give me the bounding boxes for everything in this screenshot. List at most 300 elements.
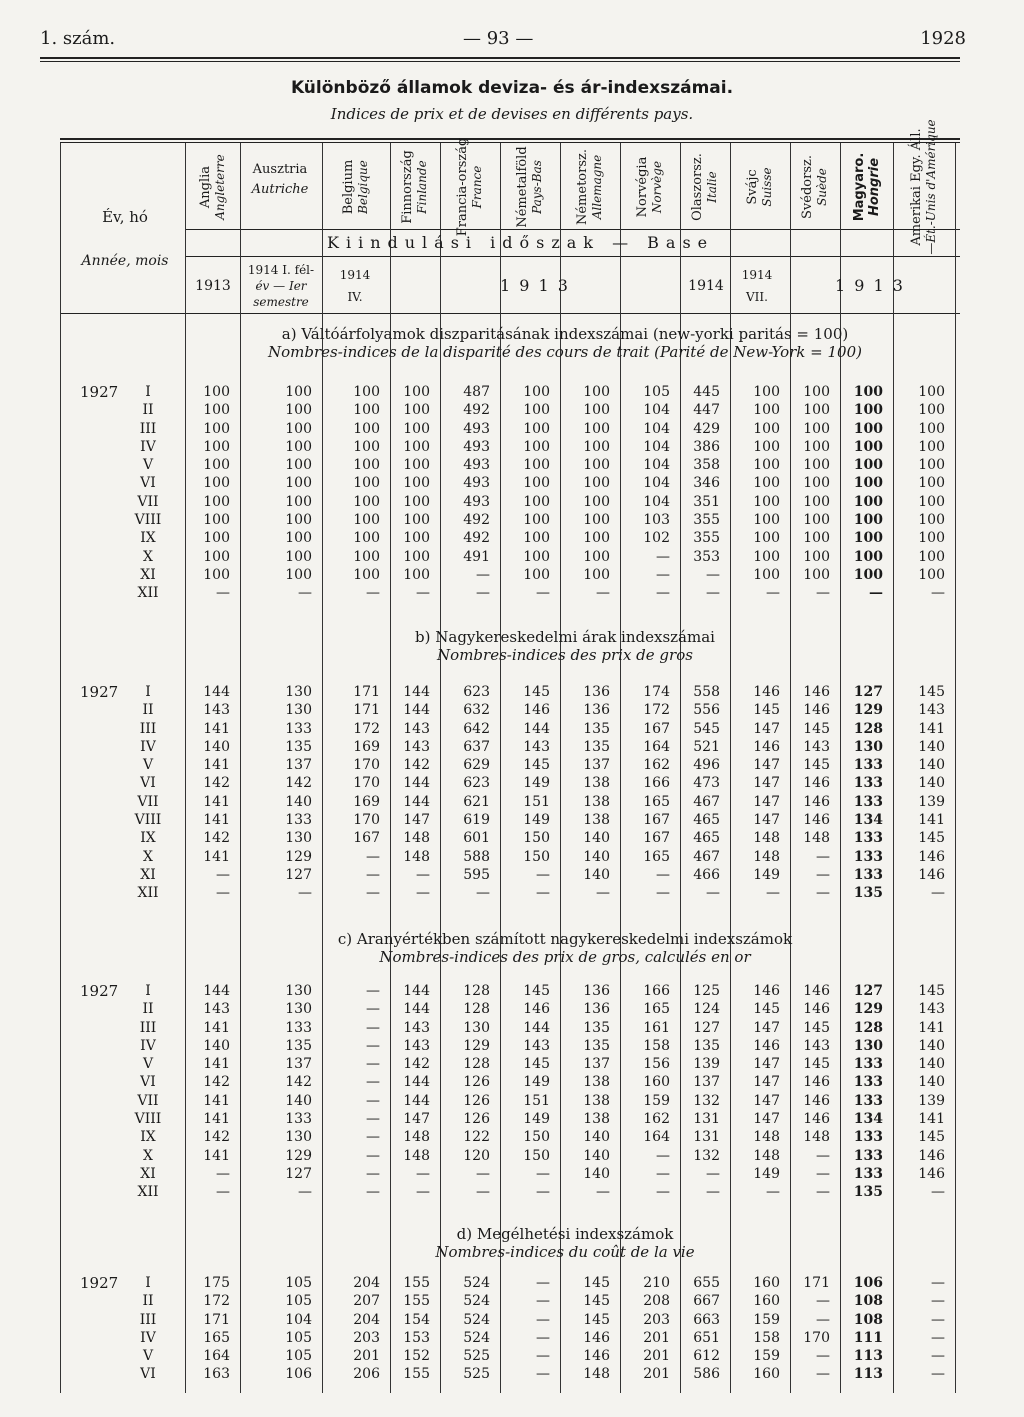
table-cell: 145	[918, 983, 945, 999]
table-cell: 100	[918, 438, 945, 455]
data-column	[620, 683, 675, 903]
table-cell: 487	[463, 384, 490, 400]
table-cell: 128	[463, 983, 490, 999]
column-rule	[60, 143, 61, 1393]
table-cell: 135	[285, 738, 312, 755]
table-cell: 100	[285, 384, 312, 400]
table-cell: 465	[693, 812, 720, 829]
table-cell: 160	[753, 1293, 780, 1310]
table-cell: 145	[583, 1311, 610, 1328]
row-header	[66, 195, 184, 283]
table-cell: 148	[403, 848, 430, 865]
data-column	[390, 383, 435, 603]
column-header-hu: Finnország	[400, 150, 415, 224]
table-cell: 524	[463, 1329, 490, 1346]
table-cell: 164	[643, 1129, 670, 1146]
table-cell: 133	[853, 775, 883, 792]
table-cell: 155	[403, 1293, 430, 1310]
data-column	[500, 1274, 555, 1384]
table-cell: 140	[918, 1074, 945, 1091]
table-cell: 148	[803, 830, 830, 847]
table-cell: 104	[285, 1311, 312, 1328]
table-cell: 140	[203, 1037, 230, 1054]
data-column	[322, 383, 385, 603]
month-label: VI	[140, 775, 156, 792]
table-cell: 127	[693, 1019, 720, 1036]
table-cell: 100	[918, 475, 945, 492]
data-column	[560, 982, 615, 1202]
table-cell: 170	[353, 757, 380, 774]
table-cell: 146	[918, 1165, 945, 1182]
table-cell: —	[656, 1147, 670, 1164]
table-top-rule	[60, 138, 960, 140]
table-cell: 142	[203, 1074, 230, 1091]
month-label: XI	[140, 1165, 156, 1182]
data-column	[185, 982, 235, 1202]
table-cell: —	[366, 1056, 380, 1073]
table-cell: 150	[523, 1147, 550, 1164]
section-title-fr: Nombres-indices des prix de gros, calculés en or	[379, 948, 751, 966]
table-cell: 147	[753, 1092, 780, 1109]
table-cell: —	[766, 1184, 780, 1201]
table-cell: —	[366, 885, 380, 902]
table-cell: 174	[643, 684, 670, 700]
table-cell: —	[366, 1092, 380, 1109]
table-cell: 147	[403, 1111, 430, 1128]
table-cell: 133	[853, 848, 883, 865]
data-column	[560, 383, 615, 603]
table-cell: 100	[353, 420, 380, 437]
month-label: VI	[140, 475, 156, 492]
table-cell: 100	[918, 420, 945, 437]
table-cell: 146	[583, 1329, 610, 1346]
column-rule	[955, 143, 956, 1393]
table-cell: 129	[463, 1037, 490, 1054]
table-cell: 100	[583, 384, 610, 400]
table-cell: 100	[753, 384, 780, 400]
table-cell: —	[656, 1184, 670, 1201]
column-header-hu: Francia-ország	[455, 137, 470, 237]
table-cell: 148	[403, 830, 430, 847]
table-cell: 100	[403, 438, 430, 455]
table-cell: 133	[285, 1111, 312, 1128]
table-cell: 151	[523, 793, 550, 810]
data-column	[185, 683, 235, 903]
table-cell: 140	[583, 848, 610, 865]
table-cell: 147	[753, 812, 780, 829]
table-cell: —	[931, 1329, 945, 1346]
table-cell: 146	[583, 1348, 610, 1365]
table-cell: 133	[853, 830, 883, 847]
table-cell: —	[706, 1165, 720, 1182]
column-header-6	[500, 148, 560, 226]
month-label: IV	[140, 438, 156, 455]
table-cell: 144	[403, 1092, 430, 1109]
table-cell: 637	[463, 738, 490, 755]
table-cell: —	[536, 1293, 550, 1310]
table-cell: 140	[918, 1037, 945, 1054]
table-cell: 104	[643, 493, 670, 510]
table-cell: 100	[403, 512, 430, 529]
table-cell: —	[366, 1184, 380, 1201]
table-cell: 145	[753, 702, 780, 719]
table-cell: 137	[285, 757, 312, 774]
table-cell: 138	[583, 1092, 610, 1109]
table-cell: 100	[523, 384, 550, 400]
table-cell: 146	[803, 702, 830, 719]
month-label: V	[142, 757, 154, 774]
column-header-9	[680, 148, 730, 226]
table-cell: —	[536, 1366, 550, 1383]
table-cell: 208	[643, 1293, 670, 1310]
table-cell: 106	[853, 1275, 883, 1291]
table-cell: 132	[693, 1147, 720, 1164]
table-cell: 146	[803, 1111, 830, 1128]
table-cell: 164	[643, 738, 670, 755]
table-cell: 623	[463, 775, 490, 792]
table-cell: 135	[693, 1037, 720, 1054]
page-subtitle: Indices de prix et de devises en différents pays.	[330, 105, 694, 123]
data-column	[240, 683, 317, 903]
table-cell: 140	[583, 1147, 610, 1164]
base-group-1913: 1 9 1 3	[500, 276, 570, 295]
table-cell: 159	[643, 1092, 670, 1109]
table-cell: 496	[693, 757, 720, 774]
column-header-fr: Finlande	[415, 160, 429, 214]
table-cell: 130	[285, 983, 312, 999]
table-cell: 100	[203, 512, 230, 529]
table-cell: 100	[803, 402, 830, 419]
table-cell: —	[366, 1001, 380, 1018]
table-cell: 146	[918, 866, 945, 883]
table-cell: 100	[353, 530, 380, 547]
table-cell: 144	[523, 1019, 550, 1036]
table-cell: 346	[693, 475, 720, 492]
table-cell: 138	[583, 812, 610, 829]
running-header	[0, 28, 1024, 58]
table-cell: —	[816, 885, 830, 902]
table-cell: 492	[463, 402, 490, 419]
table-cell: 170	[353, 775, 380, 792]
month-label: IX	[140, 530, 156, 547]
table-cell: 667	[693, 1293, 720, 1310]
table-cell: 143	[403, 1037, 430, 1054]
table-cell: 165	[643, 793, 670, 810]
table-cell: 127	[285, 866, 312, 883]
table-cell: —	[216, 885, 230, 902]
table-cell: 105	[285, 1329, 312, 1346]
table-cell: 155	[403, 1275, 430, 1291]
column-header-1	[185, 148, 240, 226]
table-cell: 131	[693, 1129, 720, 1146]
table-cell: 100	[583, 566, 610, 583]
month-label: XI	[140, 566, 156, 583]
table-cell: 137	[285, 1056, 312, 1073]
data-column	[240, 982, 317, 1202]
data-column	[560, 683, 615, 903]
table-cell: 100	[853, 402, 883, 419]
month-label: II	[142, 702, 154, 719]
table-cell: 100	[583, 512, 610, 529]
table-cell: 467	[693, 793, 720, 810]
column-header-hu: Németorsz.	[575, 148, 590, 226]
table-cell: 201	[353, 1348, 380, 1365]
column-header-fr: Norvège	[650, 160, 664, 214]
table-cell: —	[366, 1129, 380, 1146]
table-cell: 130	[285, 1001, 312, 1018]
table-cell: —	[766, 885, 780, 902]
table-cell: 143	[523, 1037, 550, 1054]
table-cell: 139	[693, 1056, 720, 1073]
table-cell: 588	[463, 848, 490, 865]
table-cell: —	[536, 1348, 550, 1365]
table-cell: 126	[463, 1074, 490, 1091]
table-cell: 138	[583, 1111, 610, 1128]
data-column	[560, 1274, 615, 1384]
data-column	[680, 1274, 725, 1384]
section-title	[185, 325, 945, 361]
table-cell: 159	[753, 1311, 780, 1328]
table-cell: 100	[523, 530, 550, 547]
base-belgium: 1914 IV.	[339, 268, 371, 304]
table-cell: 100	[403, 384, 430, 400]
table-cell: 142	[285, 775, 312, 792]
base-svajc: 1914 VII.	[741, 268, 773, 304]
table-cell: 100	[523, 420, 550, 437]
table-cell: 140	[918, 757, 945, 774]
table-cell: 100	[203, 493, 230, 510]
month-label: VIII	[134, 1111, 162, 1128]
table-cell: 169	[353, 793, 380, 810]
section-title-fr: Nombres-indices du coût de la vie	[435, 1243, 695, 1261]
month-label: IX	[140, 1129, 156, 1146]
table-cell: 147	[403, 812, 430, 829]
section-title-hu: c) Aranyértékben számított nagykereskedelmi indexszámok	[337, 930, 793, 948]
table-cell: 126	[463, 1111, 490, 1128]
table-cell: 133	[285, 720, 312, 737]
table-cell: 136	[583, 702, 610, 719]
table-cell: 100	[353, 493, 380, 510]
table-cell: 100	[803, 493, 830, 510]
column-header-fr: —Ét.-Unis d'Amérique	[924, 119, 938, 255]
table-cell: 125	[693, 983, 720, 999]
column-header-austria	[243, 160, 317, 200]
table-cell: —	[298, 585, 312, 602]
table-cell: —	[536, 885, 550, 902]
table-cell: —	[816, 848, 830, 865]
table-cell: 142	[203, 775, 230, 792]
table-cell: —	[931, 1366, 945, 1383]
table-cell: 100	[285, 438, 312, 455]
table-cell: 145	[583, 1293, 610, 1310]
table-cell: 144	[403, 1001, 430, 1018]
data-column	[390, 683, 435, 903]
table-cell: 100	[203, 548, 230, 565]
table-cell: 147	[753, 793, 780, 810]
table-cell: 100	[853, 512, 883, 529]
data-column	[322, 1274, 385, 1384]
year-label: 1927	[80, 982, 119, 1000]
table-cell: 134	[853, 1111, 883, 1128]
table-cell: 100	[803, 475, 830, 492]
table-cell: —	[931, 1184, 945, 1201]
month-column	[118, 982, 178, 1202]
table-cell: 141	[918, 812, 945, 829]
table-cell: 204	[353, 1311, 380, 1328]
year-label: 1927	[80, 683, 119, 701]
table-cell: —	[366, 983, 380, 999]
table-cell: 629	[463, 757, 490, 774]
table-cell: 493	[463, 457, 490, 474]
table-cell: 100	[583, 402, 610, 419]
table-cell: 612	[693, 1348, 720, 1365]
table-cell: 136	[583, 684, 610, 700]
table-cell: —	[816, 1311, 830, 1328]
month-label: III	[139, 1311, 157, 1328]
table-cell: 100	[753, 457, 780, 474]
table-cell: 108	[853, 1311, 883, 1328]
table-cell: 175	[203, 1275, 230, 1291]
table-cell: 100	[353, 384, 380, 400]
section-title-fr: Nombres-indices des prix de gros	[437, 646, 693, 664]
table-cell: 595	[463, 866, 490, 883]
table-cell: 351	[693, 493, 720, 510]
table-cell: 146	[803, 684, 830, 700]
base-anglia: 1913	[195, 278, 231, 294]
table-cell: 140	[583, 1129, 610, 1146]
table-cell: 100	[918, 384, 945, 400]
table-cell: —	[476, 1184, 490, 1201]
table-cell: 100	[803, 512, 830, 529]
table-cell: 146	[753, 684, 780, 700]
month-label: X	[143, 1147, 153, 1164]
month-label: V	[142, 1348, 154, 1365]
table-cell: 100	[853, 493, 883, 510]
column-header-hu: Svájc	[745, 169, 760, 205]
table-cell: —	[366, 1019, 380, 1036]
table-cell: 148	[583, 1366, 610, 1383]
table-cell: 467	[693, 848, 720, 865]
table-cell: 100	[753, 402, 780, 419]
table-cell: 143	[403, 738, 430, 755]
table-cell: 140	[583, 1165, 610, 1182]
table-cell: 619	[463, 812, 490, 829]
table-cell: 143	[803, 1037, 830, 1054]
table-cell: 133	[853, 866, 883, 883]
table-cell: 130	[853, 1037, 883, 1054]
table-cell: 204	[353, 1275, 380, 1291]
data-column	[240, 1274, 317, 1384]
table-cell: 127	[853, 684, 883, 700]
month-label: VIII	[134, 812, 162, 829]
table-cell: —	[656, 585, 670, 602]
data-column	[840, 982, 888, 1202]
table-cell: —	[706, 885, 720, 902]
table-cell: 129	[285, 1147, 312, 1164]
table-cell: 142	[403, 1056, 430, 1073]
table-cell: 493	[463, 438, 490, 455]
data-column	[390, 982, 435, 1202]
table-cell: 556	[693, 702, 720, 719]
table-cell: —	[366, 866, 380, 883]
table-cell: —	[706, 566, 720, 583]
table-cell: —	[366, 1165, 380, 1182]
table-cell: 147	[753, 1074, 780, 1091]
table-cell: 100	[523, 475, 550, 492]
column-header-hu: Svédorsz.	[800, 155, 815, 219]
table-cell: 133	[285, 812, 312, 829]
table-cell: 133	[853, 1056, 883, 1073]
table-cell: —	[596, 885, 610, 902]
table-cell: 447	[693, 402, 720, 419]
table-cell: 491	[463, 548, 490, 565]
table-cell: 141	[203, 812, 230, 829]
table-cell: —	[931, 1275, 945, 1291]
table-cell: —	[536, 1329, 550, 1346]
table-cell: —	[816, 1147, 830, 1164]
month-label: IX	[140, 830, 156, 847]
table-cell: —	[931, 1311, 945, 1328]
table-cell: 172	[353, 720, 380, 737]
header-year: 1928	[920, 28, 966, 49]
data-column	[500, 383, 555, 603]
table-cell: 100	[523, 548, 550, 565]
table-cell: 160	[753, 1366, 780, 1383]
table-cell: 521	[693, 738, 720, 755]
table-cell: 151	[523, 1092, 550, 1109]
table-cell: 149	[523, 812, 550, 829]
table-cell: 137	[583, 757, 610, 774]
table-cell: —	[656, 885, 670, 902]
table-cell: 145	[918, 684, 945, 700]
table-cell: 493	[463, 475, 490, 492]
table-cell: 140	[583, 830, 610, 847]
table-cell: 133	[853, 1129, 883, 1146]
table-cell: 143	[918, 702, 945, 719]
table-cell: 132	[693, 1092, 720, 1109]
table-cell: —	[216, 585, 230, 602]
month-column	[118, 683, 178, 903]
data-column	[680, 683, 725, 903]
column-header-7	[560, 148, 620, 226]
table-cell: 146	[803, 812, 830, 829]
data-column	[840, 1274, 888, 1384]
month-label: XII	[137, 885, 159, 902]
table-cell: 130	[285, 830, 312, 847]
table-cell: —	[869, 585, 883, 602]
table-cell: 100	[403, 493, 430, 510]
table-cell: 100	[523, 566, 550, 583]
table-cell: 100	[918, 402, 945, 419]
table-cell: 136	[583, 1001, 610, 1018]
year-label: 1927	[80, 383, 119, 401]
column-header-austria-hu: Ausztria	[252, 162, 308, 177]
table-cell: 141	[203, 720, 230, 737]
table-cell: —	[366, 1037, 380, 1054]
table-cell: 207	[353, 1293, 380, 1310]
table-cell: 100	[853, 566, 883, 583]
table-cell: 210	[643, 1275, 670, 1291]
table-cell: 133	[853, 757, 883, 774]
table-cell: 100	[285, 548, 312, 565]
table-cell: —	[931, 1348, 945, 1365]
table-cell: —	[536, 1184, 550, 1201]
table-cell: —	[931, 585, 945, 602]
table-cell: 492	[463, 512, 490, 529]
table-cell: 167	[353, 830, 380, 847]
table-cell: —	[476, 1165, 490, 1182]
table-cell: 355	[693, 530, 720, 547]
